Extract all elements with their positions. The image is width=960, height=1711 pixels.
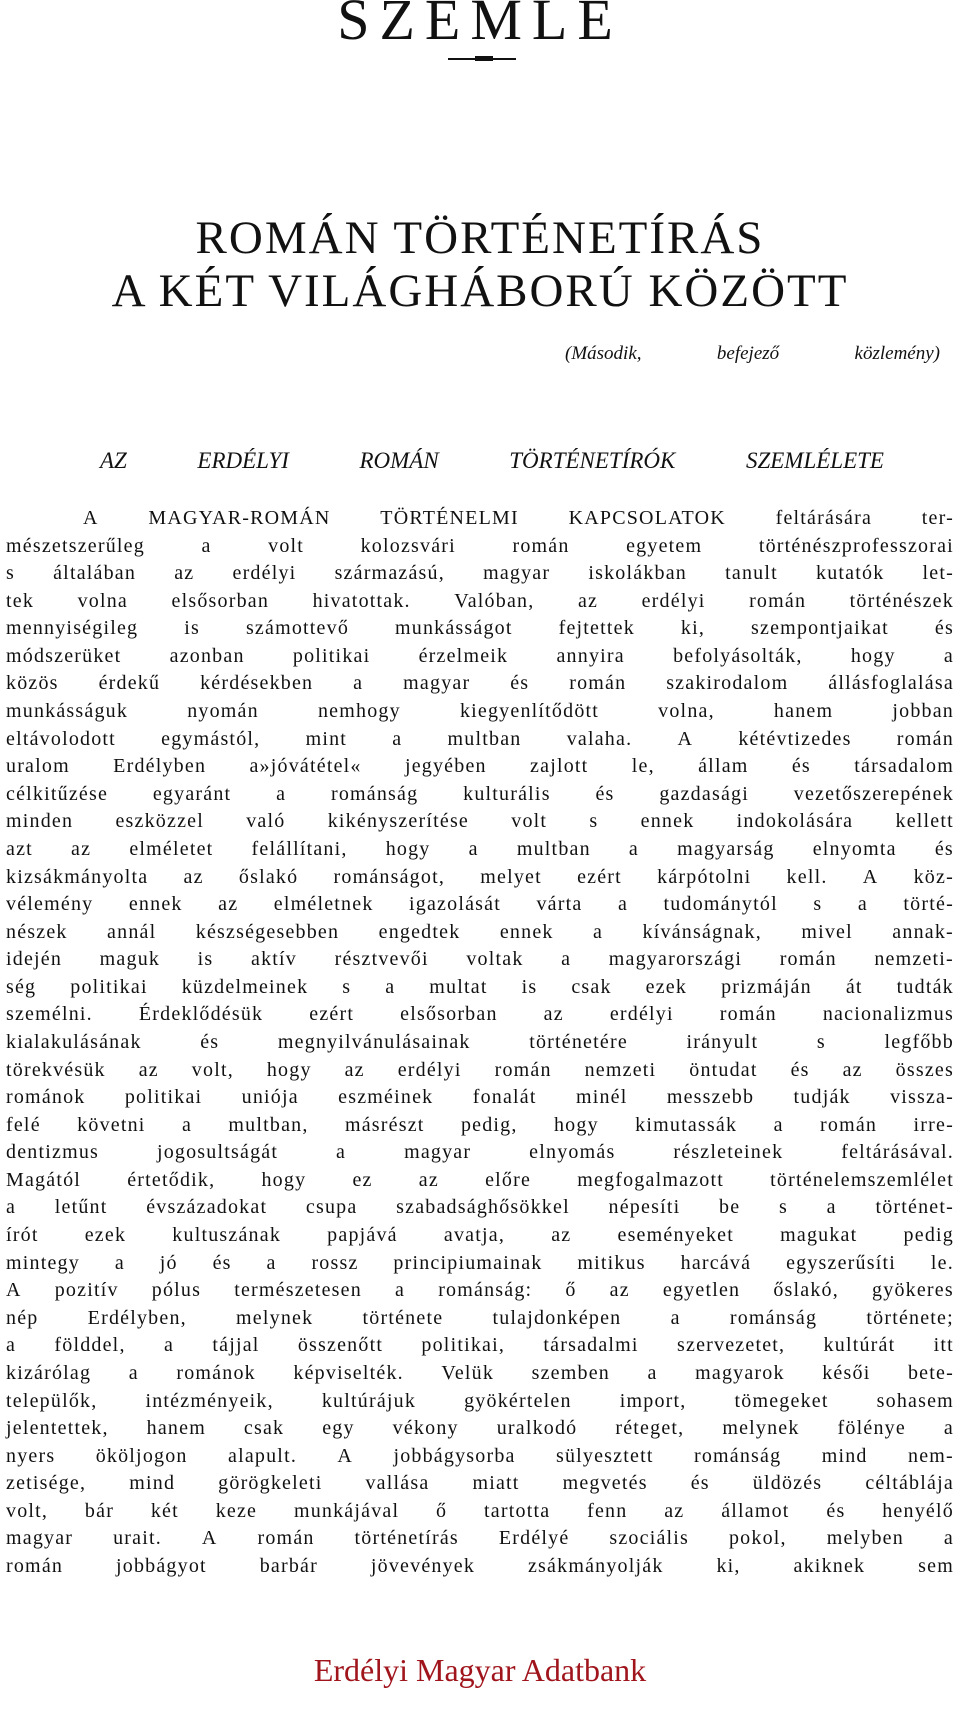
body-line: munkásságuk nyomán nemhogy kiegyenlítődött volna, hanem jobban <box>6 700 954 723</box>
body-line: felé követni a multban, másrészt pedig, hogy kimutassák a román irre- <box>6 1113 954 1136</box>
section-heading <box>100 448 884 474</box>
section-heading-word: SZEMLÉLETE <box>745 448 884 473</box>
journal-title: SZEMLE <box>337 0 623 52</box>
body-line: törekvésük az volt, hogy az erdélyi román nemzeti öntudat és az összes <box>6 1058 954 1081</box>
body-line: kizsákmányolta az őslakó románságot, melyet ezért kárpótolni kell. A köz- <box>6 865 954 888</box>
body-line: s általában az erdélyi származású, magyar iskolákban tanult kutatók let- <box>6 562 954 585</box>
body-line: uralom Erdélyben a»jóvátétel« jegyében zajlott le, állam és társadalom <box>6 755 954 778</box>
article-body <box>6 505 954 1581</box>
body-line: írót ezek kultuszának papjává avatja, az eseményeket magukat pedig <box>6 1224 954 1247</box>
installment-word: (Második, <box>565 343 642 364</box>
installment-word: befejező <box>716 343 780 364</box>
section-heading-word: AZ <box>100 448 127 473</box>
body-line: nép Erdélyben, melynek története tulajdonképen a románság története; <box>6 1306 954 1329</box>
body-line: nyers ököljogon alapult. A jobbágysorba sülyesztett románság mind nem- <box>6 1444 954 1467</box>
body-line: minden eszközzel való kikényszerítése volt s ennek indokolására kellett <box>6 810 954 833</box>
body-line: románok politikai uniója eszméinek fonalát minél messzebb tudják vissza- <box>6 1086 954 1109</box>
body-line: mintegy a jó és a rossz principiumainak mitikus harcává egyszerűsíti le. <box>6 1251 954 1274</box>
body-line: a földdel, a tájjal összenőtt politikai, társadalmi szervezetet, kultúrát itt <box>6 1334 954 1357</box>
body-line: települők, intézményeik, kultúrájuk gyökértelen import, tömegeket sohasem <box>6 1389 954 1412</box>
body-line: román jobbágyot barbár jövevények zsákmányolják ki, akiknek sem <box>6 1554 954 1577</box>
body-line: zetisége, mind görögkeleti vallása miatt megvetés és üldözés céltáblája <box>6 1472 954 1495</box>
body-line: személni. Érdeklődésük ezért elsősorban az erdélyi román nacionalizmus <box>6 1003 954 1026</box>
body-line: kizárólag a románok képviselték. Velük szemben a magyarok késői bete- <box>6 1361 954 1384</box>
article-title-line-1: ROMÁN TÖRTÉNETÍRÁS <box>195 212 765 264</box>
article-title-line-2: A KÉT VILÁGHÁBORÚ KÖZÖTT <box>111 265 849 317</box>
body-line: módszerüket azonban politikai érzelmeik annyira befolyásolták, hogy a <box>6 644 954 667</box>
body-line: közös érdekű kérdésekben a magyar és román szakirodalom állásfoglalása <box>6 672 954 695</box>
body-line: azt az elméletet felállítani, hogy a multban a magyarság elnyomta és <box>6 837 954 860</box>
body-line: dentizmus jogosultságát a magyar elnyomás részleteinek feltárásával. <box>6 1141 954 1164</box>
body-line: nészek annál készségesebben engedtek ennek a kívánságnak, mivel annak- <box>6 920 954 943</box>
body-line: mészetszerűleg a volt kolozsvári román egyetem történészprofesszorai <box>6 534 954 557</box>
body-line: Magától értetődik, hogy ez az előre megfogalmazott történelemszemlélet <box>6 1168 954 1191</box>
body-line: a letűnt évszázadokat csupa szabadsághősökkel népesíti be s a történet- <box>6 1196 954 1219</box>
header-ornament-center <box>475 56 493 61</box>
body-line: idején maguk is aktív résztvevői voltak a magyarországi román nemzeti- <box>6 948 954 971</box>
body-line: volt, bár két keze munkájával ő tartotta fenn az államot és henyélő <box>6 1499 954 1522</box>
section-heading-word: ROMÁN <box>359 448 439 473</box>
body-line: mennyiségileg is számottevő munkásságot fejtettek ki, szempontjaikat és <box>6 617 954 640</box>
body-line: A pozitív pólus természetesen a románság: ő az egyetlen őslakó, gyökeres <box>6 1279 954 1302</box>
body-line: ség politikai küzdelmeinek s a multat is csak ezek prizmáján át tudták <box>6 975 954 998</box>
footer-brand: Erdélyi Magyar Adatbank <box>313 1652 647 1688</box>
article-title <box>0 212 960 318</box>
installment-note <box>565 343 940 365</box>
section-heading-word: ERDÉLYI <box>197 448 289 473</box>
body-line: jelentettek, hanem csak egy vékony uralkodó réteget, melynek fölénye a <box>6 1417 954 1440</box>
body-line: célkitűzése egyaránt a románság kulturális és gazdasági vezetőszerepének <box>6 782 954 805</box>
section-heading-word: TÖRTÉNETÍRÓK <box>509 448 676 473</box>
body-line: kialakulásának és megnyilvánulásainak történetére irányult s legfőbb <box>6 1030 954 1053</box>
body-line: tek volna elsősorban hivatottak. Valóban, az erdélyi román történészek <box>6 589 954 612</box>
body-line: eltávolodott egymástól, mint a multban valaha. A kétévtizedes román <box>6 727 954 750</box>
installment-word: közlemény) <box>854 343 940 364</box>
body-line: vélemény ennek az elméletnek igazolását várta a tudománytól s a törté- <box>6 893 954 916</box>
body-line: magyar urait. A román történetírás Erdélyé szociális pokol, melyben a <box>6 1527 954 1550</box>
body-line: A MAGYAR-ROMÁN TÖRTÉNELMI KAPCSOLATOK feltárására ter- <box>83 507 954 529</box>
